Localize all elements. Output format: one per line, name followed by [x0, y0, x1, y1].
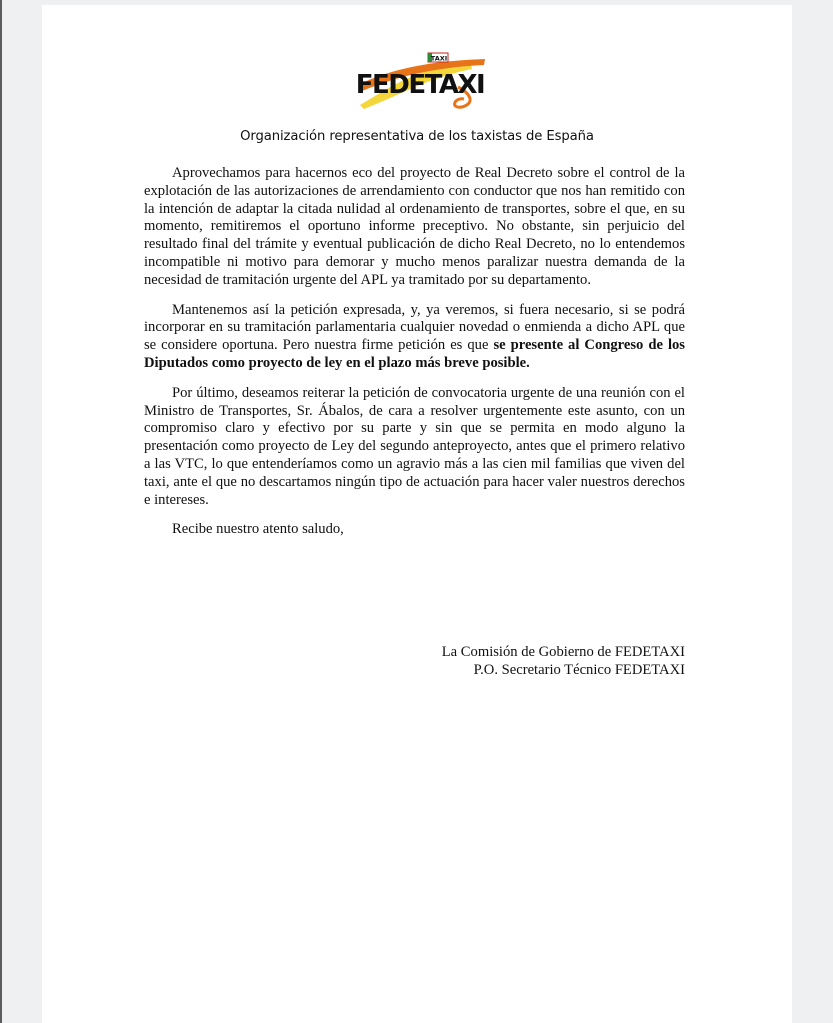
fedetaxi-logo [350, 47, 490, 113]
paragraph-2-text: Mantenemos así la petición expresada, y, ya veremos, si fuera necesario, si se podrá incorporar en su tramitación parlamentaria cualquier novedad o enmienda a dicho APL que se considere oportuna. Pero nuestra firme petición es que [144, 301, 685, 354]
logo-badge-text: TAXI [430, 54, 448, 63]
paragraph-1: Aprovechamos para hacernos eco del proyecto de Real Decreto sobre el control de la explotación de las autorizaciones de arrendamiento con conductor que nos han remitido con la intención de adaptar la citada nulidad al ordenamiento de transportes, sobre el que, en su momento, remitiremos el oportuno informe preceptivo. No obstante, sin perjuicio del resultado final del trámite y eventual publicación de dicho Real Decreto, no lo entendemos incompatible ni motivo para demorar y mucho menos paralizar nuestra demanda de la necesidad de tramitación urgente del APL ya tramitado por su departamento. [144, 165, 685, 288]
letterhead-subtitle: Organización representativa de los taxistas de España [240, 129, 594, 144]
signature-line-1: La Comisión de Gobierno de FEDETAXI [441, 644, 685, 660]
document-page [42, 5, 792, 1023]
closing-line: Recibe nuestro atento saludo, [172, 521, 344, 538]
signature-line-2: P.O. Secretario Técnico FEDETAXI [473, 662, 685, 678]
paragraph-2 [144, 302, 685, 373]
paragraph-3: Por último, deseamos reiterar la petición de convocatoria urgente de una reunión con el Ministro de Transportes, Sr. Ábalos, de cara a resolver urgentemente este asunto, con un compromiso claro y efectivo por su parte y sin que se permita en modo alguno la presentación como proyecto de Ley del segundo anteproyecto, antes que el primero relativo a las VTC, lo que entenderíamos como un agravio más a las cien mil familias que viven del taxi, ante el que no descartamos ningún tipo de actuación para hacer valer nuestros derechos e intereses. [144, 384, 685, 508]
letter-body [144, 165, 685, 551]
viewer-left-edge [0, 0, 2, 1023]
paragraph-2-emphasis: se presente al Congreso de los Diputados como proyecto de ley en el plazo más breve posible. [144, 337, 685, 371]
signature-block [342, 643, 685, 679]
logo-wordmark: FEDETAXI [355, 70, 485, 100]
